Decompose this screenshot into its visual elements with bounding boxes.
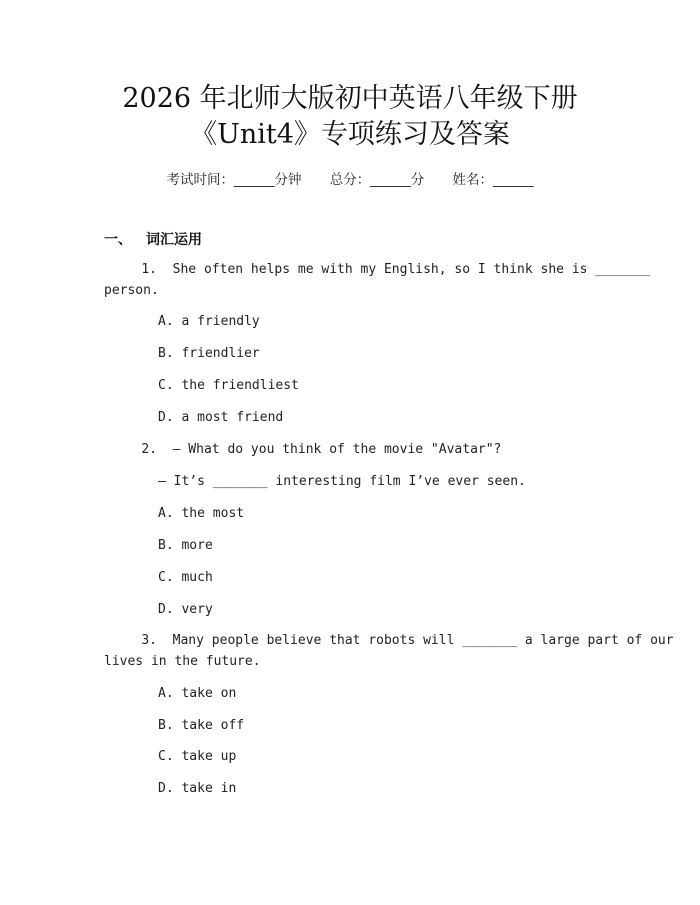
section-heading (104, 229, 202, 249)
question-1-option-a: A. a friendly (158, 314, 260, 329)
question-3-option-d: D. take in (158, 781, 237, 796)
question-2-line-1 (104, 442, 604, 457)
question-2-option-c: C. much (158, 570, 213, 585)
name-field: 姓名：______ (452, 172, 534, 188)
question-2-option-d: D. very (158, 602, 213, 617)
document-title-line-2: 《Unit4》专项练习及答案 (190, 119, 510, 150)
question-3-option-a: A. take on (158, 686, 237, 701)
question-1-option-c: C. the friendliest (158, 378, 299, 393)
question-3-option-c: C. take up (158, 749, 237, 764)
question-3-text: Many people believe that robots will _______ a large part of our (172, 633, 674, 648)
section-number: 一、 (104, 232, 132, 248)
question-2-line-2: — It’s _______ interesting film I’ve ever seen. (158, 474, 526, 489)
exam-info (0, 168, 700, 188)
question-1-line-1 (104, 262, 651, 277)
section-label: 词汇运用 (146, 232, 202, 248)
question-2-option-b: B. more (158, 538, 213, 553)
question-3-number: 3. (141, 633, 157, 648)
question-2-number: 2. (141, 442, 157, 457)
question-2-option-a: A. the most (158, 506, 245, 521)
document-title-line-1: 2026 年北师大版初中英语八年级下册 (122, 83, 578, 114)
question-1-number: 1. (141, 262, 157, 277)
question-3-line-1 (104, 633, 674, 648)
question-2-text: — What do you think of the movie "Avatar"? (172, 442, 502, 457)
question-1-option-b: B. friendlier (158, 346, 260, 361)
question-3-option-b: B. take off (158, 718, 245, 733)
exam-time-field: 考试时间：______分钟 (166, 172, 302, 188)
question-3-line-2: lives in the future. (104, 654, 261, 669)
total-score-field: 总分：______分 (329, 172, 425, 188)
question-1-line-2: person. (104, 283, 159, 298)
question-1-option-d: D. a most friend (158, 410, 284, 425)
question-1-text: She often helps me with my English, so I think she is _______ (172, 262, 651, 277)
